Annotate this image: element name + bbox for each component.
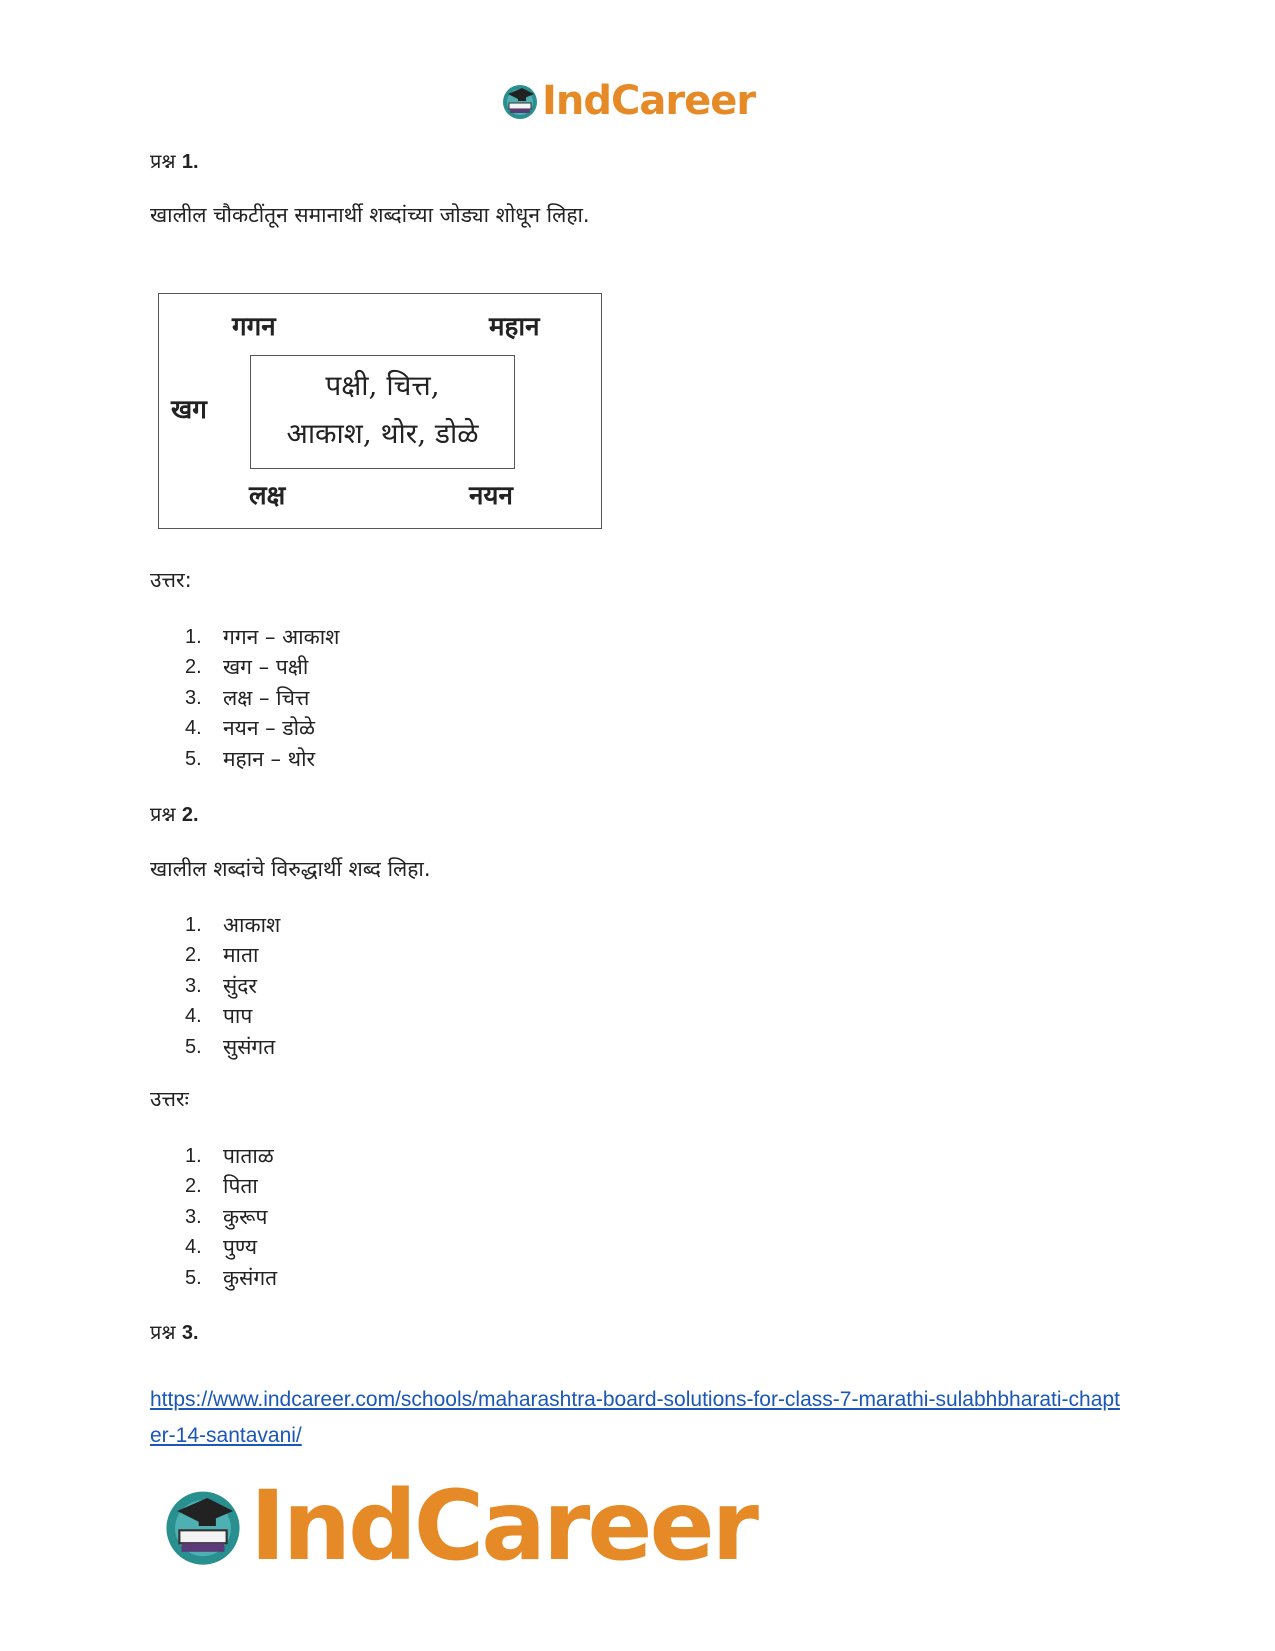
- list-item: 5. कुसंगत: [185, 1265, 278, 1290]
- inner-line-2: आकाश, थोर, डोळे: [286, 417, 479, 450]
- word-top-right: महान: [489, 312, 540, 342]
- question-2-label: [150, 800, 199, 827]
- list-item: 1. पाताळ: [185, 1144, 274, 1168]
- word-bottom-right: नयन: [469, 481, 513, 511]
- list-item: 1. आकाश: [185, 913, 281, 937]
- graduation-book-icon: [500, 81, 540, 121]
- question-prefix: प्रश्न: [150, 149, 176, 173]
- list-item: 3. सुंदर: [185, 973, 257, 998]
- question-prefix: प्रश्न: [150, 802, 176, 826]
- list-item: 4. नयन – डोळे: [185, 716, 315, 741]
- word-left: खग: [171, 395, 207, 425]
- list-item: 4. पुण्य: [185, 1235, 258, 1260]
- inner-word-box: [250, 355, 515, 469]
- list-item: 1. गगन – आकाश: [185, 625, 340, 649]
- question-2-items: [185, 910, 280, 1062]
- list-item: 2. माता: [185, 943, 259, 968]
- list-item: 2. खग – पक्षी: [185, 655, 309, 680]
- answer-1-label: उत्तर:: [150, 568, 192, 592]
- synonym-puzzle-figure: [158, 293, 602, 529]
- inner-line-1: पक्षी, चित्त,: [325, 369, 440, 402]
- answer-2-label: उत्तरः: [150, 1087, 189, 1111]
- question-1-instruction: खालील चौकटींतून समानार्थी शब्दांच्या जोड्या शोधून लिहा.: [150, 203, 590, 227]
- answer-1-list: [185, 622, 339, 774]
- brand-name: IndCareer: [542, 78, 756, 124]
- question-3-label: [150, 1318, 199, 1345]
- word-top-left: गगन: [232, 312, 276, 342]
- list-item: 5. महान – थोर: [185, 746, 316, 771]
- question-prefix: प्रश्न: [150, 1320, 176, 1344]
- question-1-label: [150, 147, 199, 174]
- question-number: 1.: [181, 151, 199, 173]
- list-item: 3. लक्ष – चित्त: [185, 685, 310, 710]
- indcareer-logo-footer: [160, 1470, 756, 1582]
- question-number: 2.: [181, 804, 199, 826]
- word-bottom-left: लक्ष: [249, 481, 286, 511]
- list-item: 5. सुसंगत: [185, 1034, 276, 1059]
- indcareer-logo-header: [500, 78, 755, 124]
- graduation-book-icon: [160, 1483, 246, 1569]
- source-url-link[interactable]: https://www.indcareer.com/schools/maharashtra-board-solutions-for-class-7-marathi-sulabhbharati-chapter-14-santavani/: [150, 1388, 1120, 1447]
- brand-name: IndCareer: [250, 1470, 756, 1582]
- list-item: 2. पिता: [185, 1174, 258, 1199]
- question-number: 3.: [181, 1322, 199, 1344]
- list-item: 4. पाप: [185, 1004, 253, 1029]
- answer-2-list: [185, 1141, 277, 1293]
- list-item: 3. कुरूप: [185, 1204, 268, 1229]
- question-2-instruction: खालील शब्दांचे विरुद्धार्थी शब्द लिहा.: [150, 857, 431, 881]
